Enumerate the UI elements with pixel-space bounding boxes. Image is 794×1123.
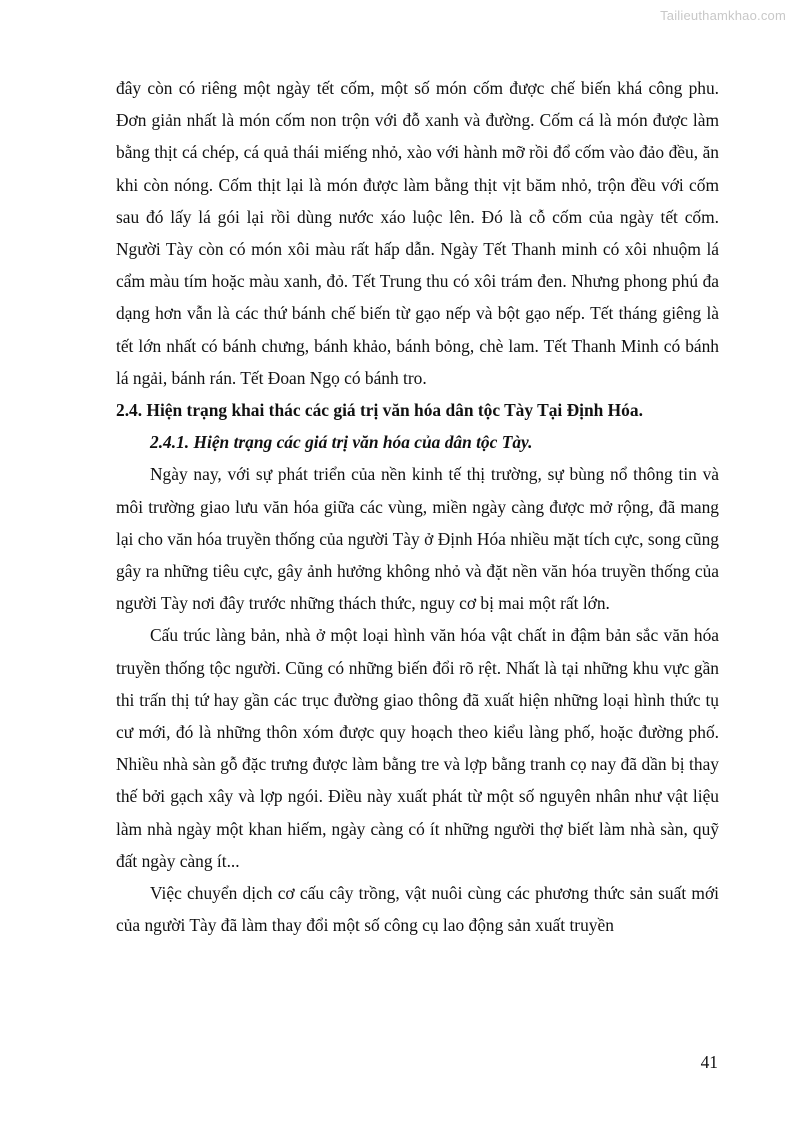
paragraph-intro: đây còn có riêng một ngày tết cốm, một số món cốm được chế biến khá công phu. Đơn giản nhất là món cốm non trộn với đỗ xanh và đường. Cốm cá là món được làm bằng thịt cá chép, cá quả thái miếng nhỏ, xào với hành mỡ rồi đổ cốm vào đảo đều, ăn khi còn nóng. Cốm thịt lại là món được làm bằng thịt vịt băm nhỏ, trộn đều với cốm sau đó lấy lá gói lại rồi dùng nước xáo luộc lên. Đó là cỗ cốm của ngày tết cốm. Người Tày còn có món xôi màu rất hấp dẫn. Ngày Tết Thanh minh có xôi nhuộm lá cẩm màu tím hoặc màu xanh, đỏ. Tết Trung thu có xôi trám đen. Nhưng phong phú đa dạng hơn vẫn là các thứ bánh chế biến từ gạo nếp và bột gạo nếp. Tết tháng giêng là tết lớn nhất có bánh chưng, bánh khảo, bánh bỏng, chè lam. Tết Thanh Minh có bánh lá ngải, bánh rán. Tết Đoan Ngọ có bánh tro. xyxy=(116,78,719,388)
paragraph-modern-changes: Ngày nay, với sự phát triển của nền kinh tế thị trường, sự bùng nổ thông tin và môi trường giao lưu văn hóa giữa các vùng, miền ngày càng được mở rộng, đã mang lại cho văn hóa truyền thống của người Tày ở Định Hóa nhiều mặt tích cực, song cũng gây ra những tiêu cực, gây ảnh hưởng không nhỏ và đặt nền văn hóa truyền thống của người Tày nơi đây trước những thách thức, nguy cơ bị mai một rất lớn. xyxy=(116,464,719,614)
page-number: 41 xyxy=(700,1052,718,1072)
watermark-text: Tailieuthamkhao.com xyxy=(660,8,786,23)
document-body xyxy=(116,72,719,941)
paragraph-crop-shift: Việc chuyển dịch cơ cấu cây trồng, vật nuôi cùng các phương thức sản suất mới của người Tày đã làm thay đổi một số công cụ lao động sản xuất truyền xyxy=(116,883,719,936)
section-heading: 2.4. Hiện trạng khai thác các giá trị văn hóa dân tộc Tày Tại Định Hóa. xyxy=(116,400,643,421)
subsection-heading: 2.4.1. Hiện trạng các giá trị văn hóa của dân tộc Tày. xyxy=(150,432,533,453)
paragraph-village-structure: Cấu trúc làng bản, nhà ở một loại hình văn hóa vật chất in đậm bản sắc văn hóa truyền thống tộc người. Cũng có những biến đổi rõ rệt. Nhất là tại những khu vực gần thi trấn thị tứ hay gần các trục đường giao thông đã xuất hiện những loại hình thức tụ cư mới, đó là những thôn xóm được quy hoạch theo kiểu làng phố, hoặc đường phố. Nhiều nhà sàn gỗ đặc trưng được làm bằng tre và lợp bằng tranh cọ nay đã dần bị thay thế bởi gạch xây và lợp ngói. Điều này xuất phát từ một số nguyên nhân như vật liệu làm nhà ngày một khan hiếm, ngày càng có ít những người thợ biết làm nhà sàn, quỹ đất ngày càng ít... xyxy=(116,625,719,871)
